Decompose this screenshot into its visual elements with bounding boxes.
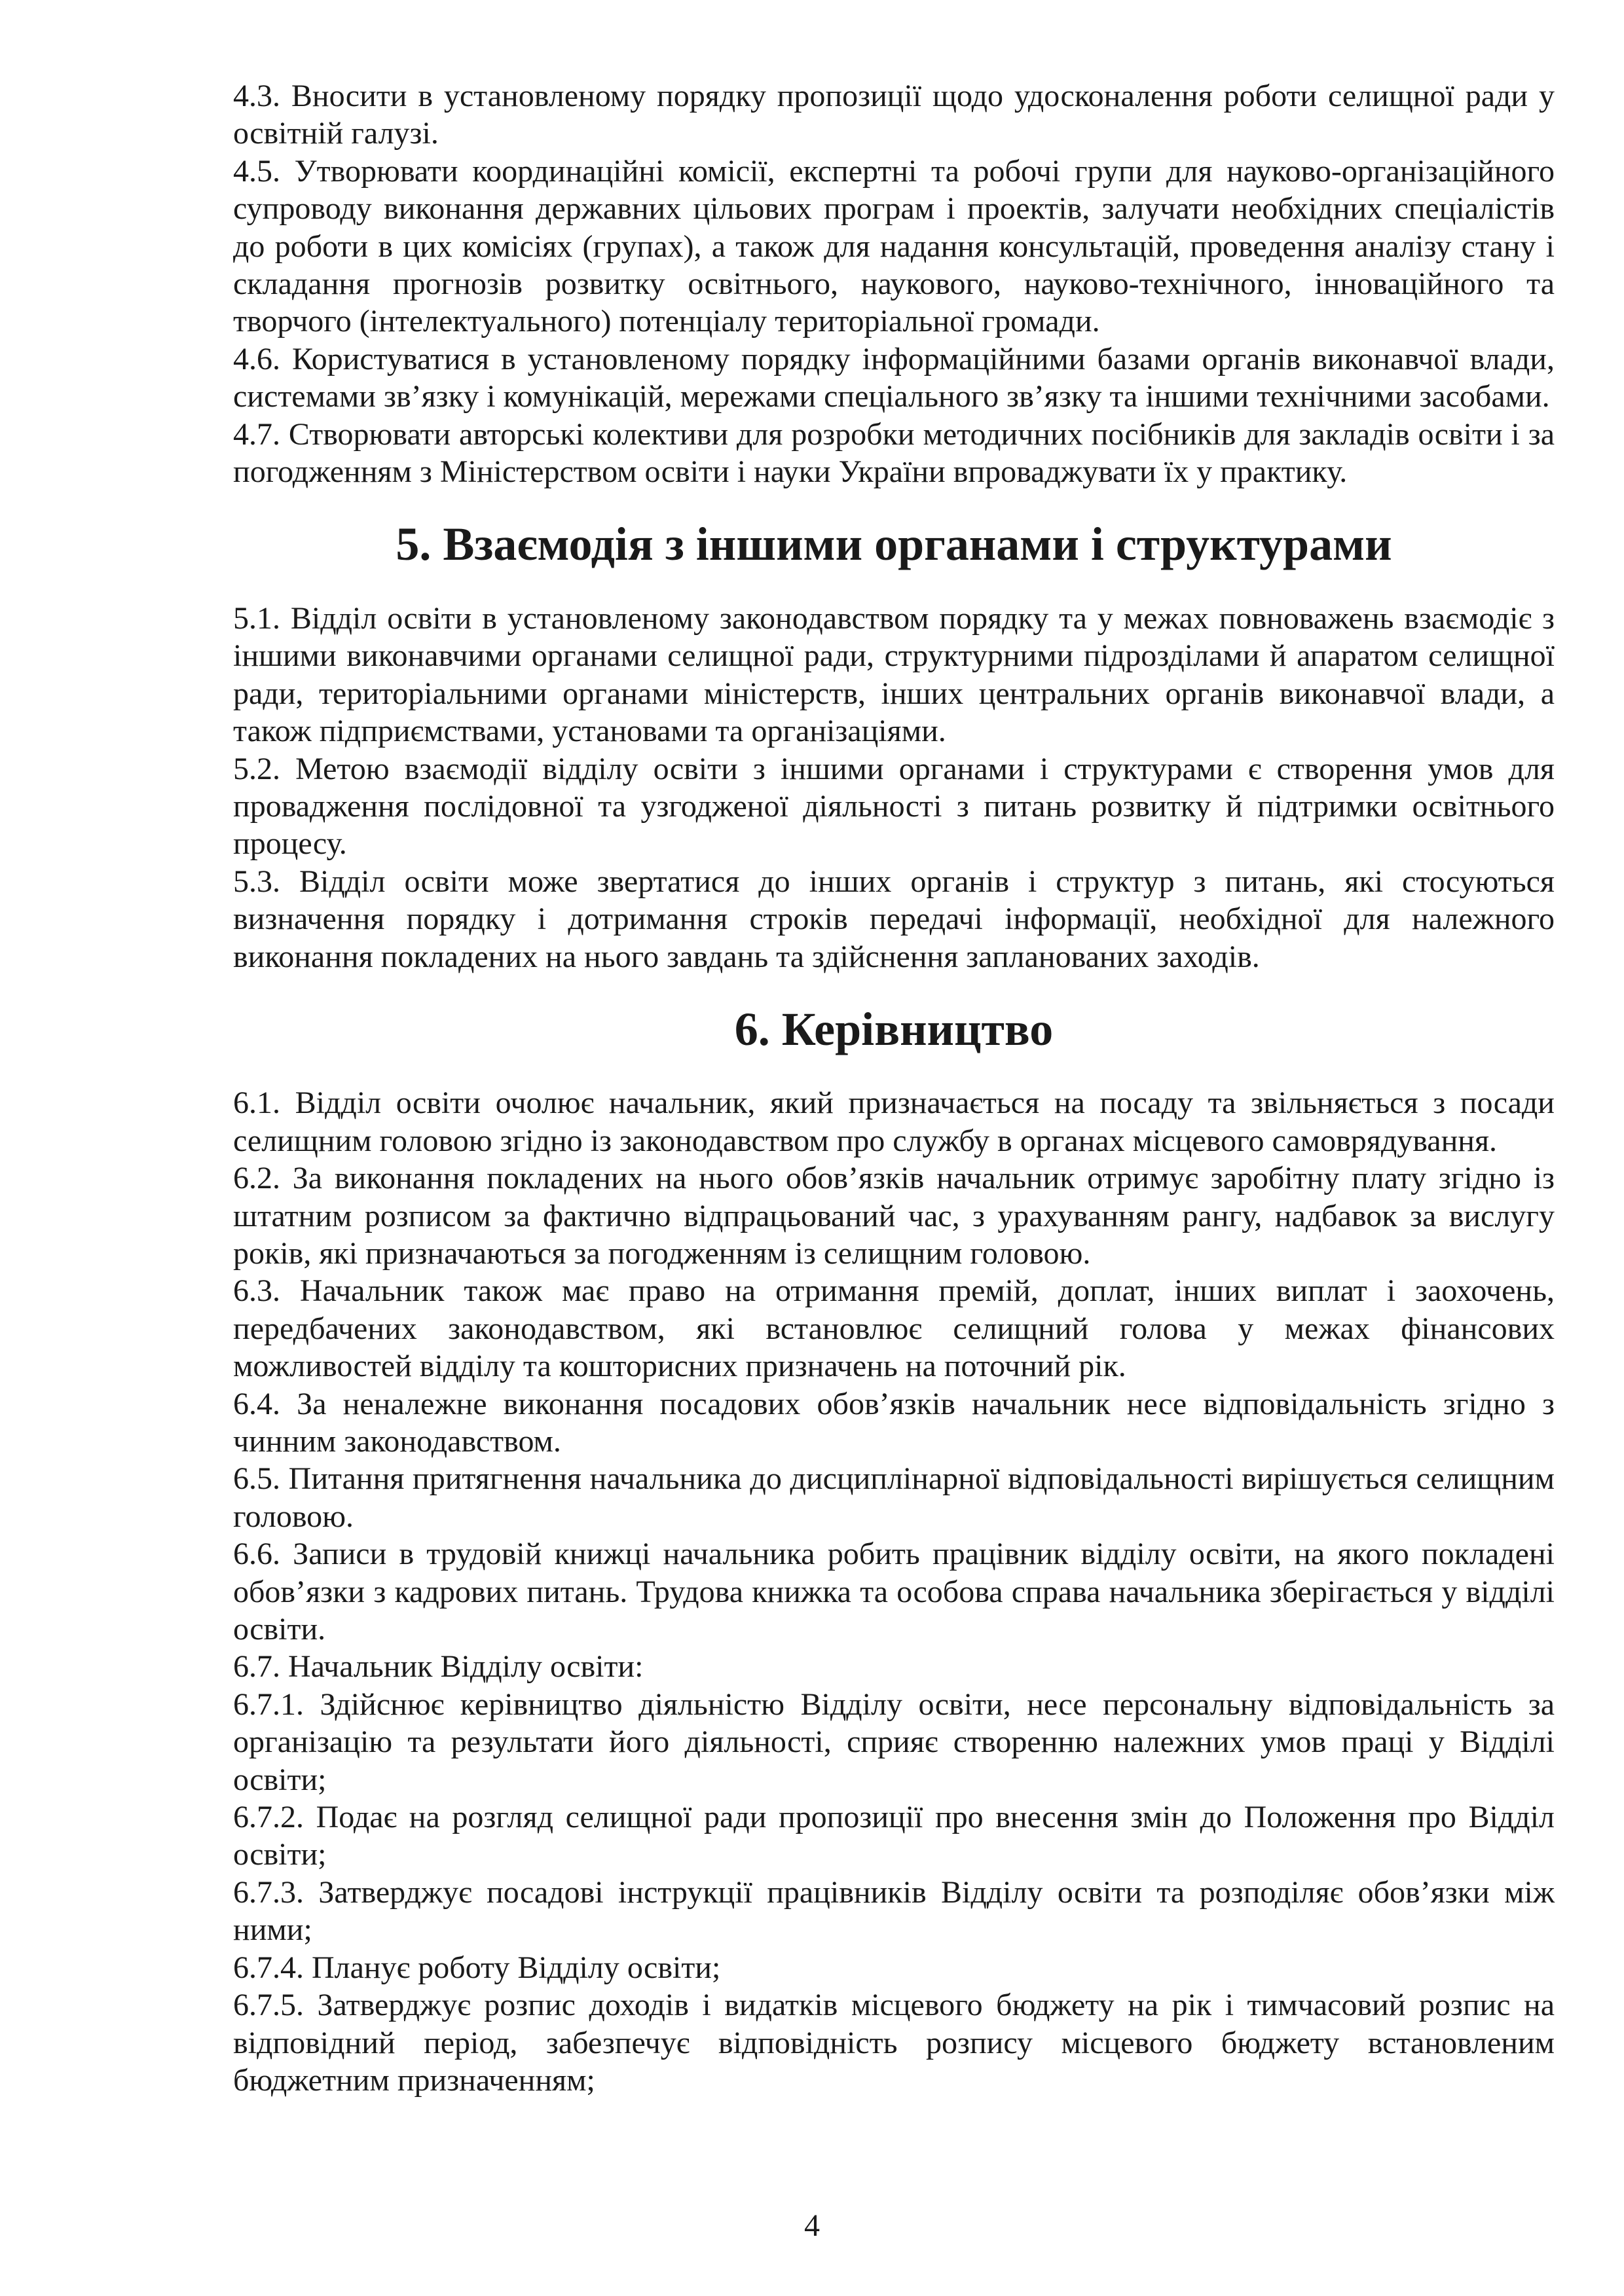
clause-6-7-1: 6.7.1. Здійснює керівництво діяльністю Відділу освіти, несе персональну відповідальність за організацію та результати його діяльності, сприяє створенню належних умов праці у Відділі освіти;	[233, 1686, 1555, 1797]
section-6	[233, 1084, 1555, 2099]
clause-4-5: 4.5. Утворювати координаційні комісії, експертні та робочі групи для науково-організаційного супроводу виконання державних цільових програм і проектів, залучати необхідних спеціалістів до роботи в цих комісіях (групах), а також для надання консультацій, проведення аналізу стану і складання прогнозів розвитку освітнього, наукового, науково-технічного, інноваційного та творчого (інтелектуального) потенціалу територіальної громади.	[233, 153, 1555, 339]
clause-5-2: 5.2. Метою взаємодії відділу освіти з іншими органами і структурами є створення умов для провадження послідовної та узгодженої діяльності з питань розвитку й підтримки освітнього процесу.	[233, 751, 1555, 862]
clause-6-7-5: 6.7.5. Затверджує розпис доходів і видатків місцевого бюджету на рік і тимчасовий розпис на відповідний період, забезпечує відповідність розпису місцевого бюджету встановленим бюджетним призначенням;	[233, 1988, 1555, 2098]
clause-6-5: 6.5. Питання притягнення начальника до дисциплінарної відповідальності вирішується селищним головою.	[233, 1461, 1555, 1534]
clause-4-7: 4.7. Створювати авторські колективи для розробки методичних посібників для закладів освіти і за погодженням з Міністерством освіти і науки України впроваджувати їх у практику.	[233, 416, 1555, 490]
clause-6-7-3: 6.7.3. Затверджує посадові інструкції працівників Відділу освіти та розподіляє обов’язки між ними;	[233, 1874, 1555, 1948]
clause-6-6: 6.6. Записи в трудовій книжці начальника робить працівник відділу освіти, на якого покладені обов’язки з кадрових питань. Трудова книжка та особова справа начальника зберігається у відділі освіти.	[233, 1537, 1555, 1647]
clause-6-3: 6.3. Начальник також має право на отримання премій, доплат, інших виплат і заохочень, передбачених законодавством, які встановлює селищний голова у межах фінансових можливостей відділу та кошторисних призначень на поточний рік.	[233, 1273, 1555, 1384]
clause-6-7-2: 6.7.2. Подає на розгляд селищної ради пропозиції про внесення змін до Положення про Відділ освіти;	[233, 1800, 1555, 1872]
clause-5-3: 5.3. Відділ освіти може звертатися до інших органів і структур з питань, які стосуються визначення порядку і дотримання строків передачі інформації, необхідної для належного виконання покладених на нього завдань та здійснення запланованих заходів.	[233, 864, 1555, 974]
clause-6-2: 6.2. За виконання покладених на нього обов’язків начальник отримує заробітну плату згідно із штатним розписом за фактично відпрацьований час, з урахуванням рангу, надбавок за вислугу років, які призначаються за погодженням із селищним головою.	[233, 1161, 1555, 1271]
clause-6-1: 6.1. Відділ освіти очолює начальник, який призначається на посаду та звільняється з посади селищним головою згідно із законодавством про службу в органах місцевого самоврядування.	[233, 1085, 1555, 1158]
clause-4-6: 4.6. Користуватися в установленому порядку інформаційними базами органів виконавчої влади, системами зв’язку і комунікацій, мережами спеціального зв’язку та іншими технічними засобами.	[233, 341, 1555, 414]
section-5	[233, 600, 1555, 975]
section-4-tail	[233, 77, 1555, 490]
clause-6-7-4: 6.7.4. Планує роботу Відділу освіти;	[233, 1950, 721, 1985]
document-page	[233, 77, 1555, 2099]
clause-6-4: 6.4. За неналежне виконання посадових обов’язків начальник несе відповідальність згідно з чинним законодавством.	[233, 1386, 1555, 1459]
section-6-heading: 6. Керівництво	[734, 1002, 1054, 1055]
page-number: 4	[804, 2208, 820, 2243]
clause-4-3: 4.3. Вносити в установленому порядку пропозиції щодо удосконалення роботи селищної ради у освітній галузі.	[233, 79, 1555, 151]
section-5-heading: 5. Взаємодія з іншими органами і структурами	[396, 518, 1392, 571]
clause-5-1: 5.1. Відділ освіти в установленому законодавством порядку та у межах повноважень взаємодіє з іншими виконавчими органами селищної ради, структурними підрозділами й апаратом селищної ради, територіальними органами міністерств, інших центральних органів виконавчої влади, а також підприємствами, установами та організаціями.	[233, 600, 1555, 749]
clause-6-7: 6.7. Начальник Відділу освіти:	[233, 1649, 644, 1685]
